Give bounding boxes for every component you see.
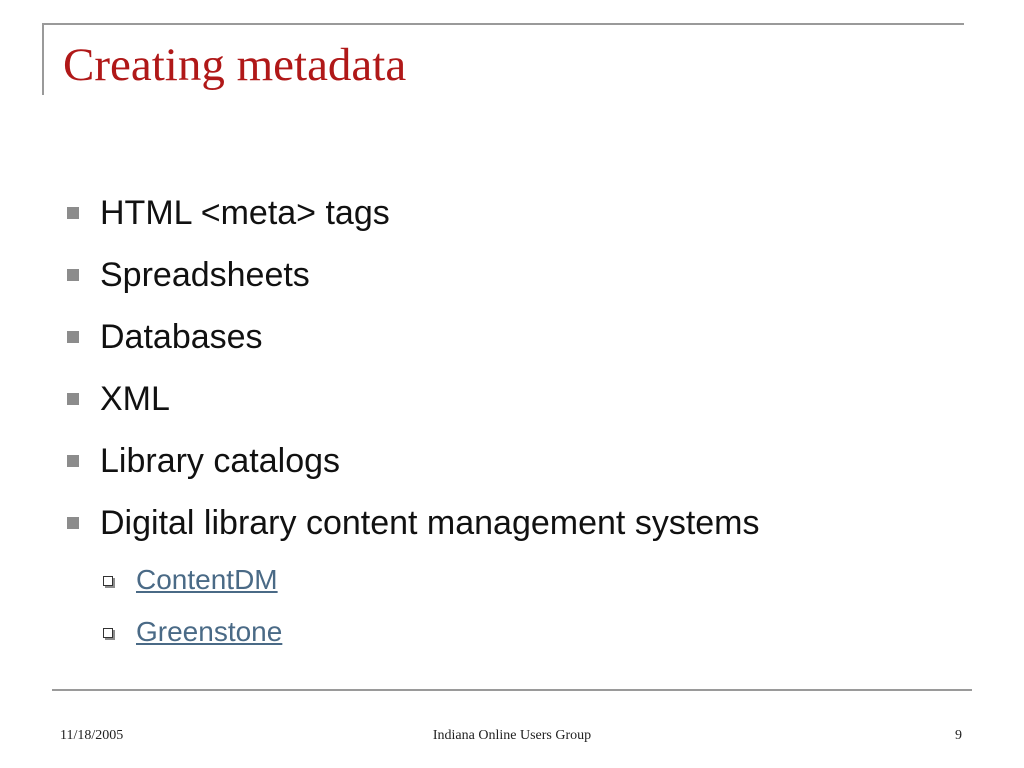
bullet-text: XML (100, 380, 170, 418)
greenstone-link[interactable]: Greenstone (136, 616, 283, 647)
bullet-item (62, 500, 982, 562)
square-bullet-icon (67, 207, 79, 219)
bullet-item (62, 190, 982, 252)
bullet-item (62, 314, 982, 376)
bullet-item (62, 252, 982, 314)
bullet-text: HTML <meta> tags (100, 194, 390, 232)
frame-top-rule (42, 23, 964, 25)
bullet-item (62, 438, 982, 500)
square-bullet-icon (67, 331, 79, 343)
contentdm-link[interactable]: ContentDM (136, 564, 278, 595)
square-bullet-icon (67, 517, 79, 529)
bullet-text: Spreadsheets (100, 256, 310, 294)
square-bullet-icon (67, 455, 79, 467)
footer-rule (52, 689, 972, 691)
sub-bullet-item (62, 614, 982, 666)
sub-bullet-item (62, 562, 982, 614)
slide-title: Creating metadata (63, 39, 407, 91)
slide-number: 9 (955, 728, 962, 743)
square-bullet-icon (67, 393, 79, 405)
bullet-list (62, 190, 982, 666)
bullet-item (62, 376, 982, 438)
bullet-text: Library catalogs (100, 442, 341, 480)
bullet-text: Digital library content management systems (100, 504, 760, 542)
footer-presentation-name: Indiana Online Users Group (432, 728, 592, 743)
square-bullet-icon (67, 269, 79, 281)
bullet-text: Databases (100, 318, 263, 356)
hollow-square-bullet-icon (103, 576, 113, 586)
frame-left-rule (42, 23, 44, 95)
hollow-square-bullet-icon (103, 628, 113, 638)
footer-date: 11/18/2005 (60, 728, 124, 743)
